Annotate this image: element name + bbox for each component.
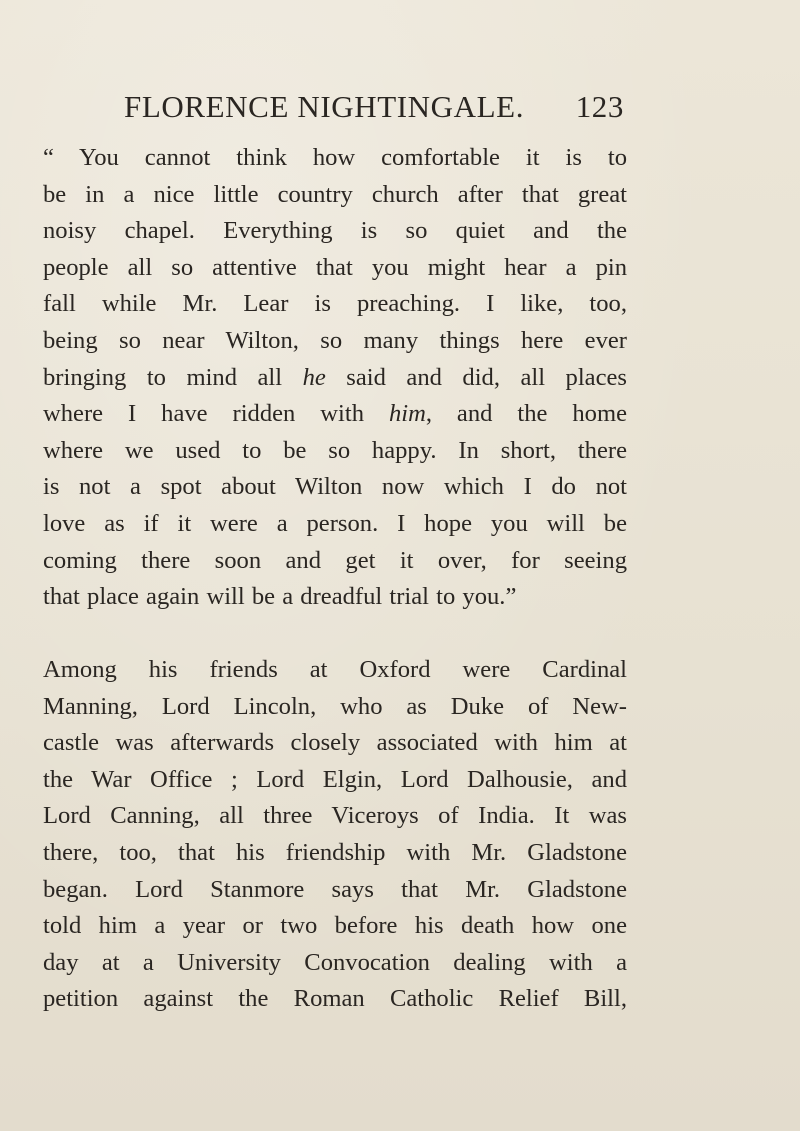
text-run: where I have ridden with: [43, 400, 389, 428]
text-run: bringing to mind all: [43, 363, 303, 391]
text-line: told him a year or two before his death how one: [43, 912, 627, 940]
text-line: coming there soon and get it over, for seeing: [43, 546, 627, 574]
paragraph-letter-quote: [43, 140, 627, 616]
text-line: petition against the Roman Catholic Relief Bill,: [43, 985, 627, 1013]
page-number: 123: [575, 89, 624, 124]
text-line: that place again will be a dreadful trial to you.”: [43, 583, 517, 611]
italic-emphasis: he: [302, 363, 326, 391]
text-line: Among his friends at Oxford were Cardinal: [43, 656, 627, 683]
text-line: began. Lord Stanmore says that Mr. Gladstone: [43, 875, 627, 903]
text-line: [43, 396, 627, 433]
text-line: Lord Canning, all three Viceroys of India. It was: [43, 802, 627, 830]
text-line: be in a nice little country church after that great: [43, 180, 627, 208]
paragraph-oxford-friends: [43, 652, 627, 1018]
text-line: is not a spot about Wilton now which I do not: [43, 473, 627, 501]
running-title: FLORENCE NIGHTINGALE.: [124, 89, 525, 124]
text-line: the War Office ; Lord Elgin, Lord Dalhousie, and: [43, 765, 627, 793]
text-line: being so near Wilton, so many things here ever: [43, 326, 627, 354]
text-line: day at a University Convocation dealing with a: [43, 948, 627, 976]
text-line: “ You cannot think how comfortable it is to: [43, 144, 627, 171]
text-line: Manning, Lord Lincoln, who as Duke of New-: [43, 692, 627, 720]
italic-emphasis: him: [388, 400, 426, 428]
text-line: noisy chapel. Everything is so quiet and the: [43, 217, 627, 245]
text-line: people all so attentive that you might hear a pin: [43, 253, 627, 281]
running-header: [124, 86, 624, 128]
text-line: castle was afterwards closely associated with him at: [43, 729, 627, 757]
text-line: love as if it were a person. I hope you will be: [43, 509, 627, 537]
text-line: fall while Mr. Lear is preaching. I like, too,: [43, 290, 627, 318]
text-line: where we used to be so happy. In short, there: [43, 436, 627, 464]
text-line: [43, 360, 627, 397]
text-run: said and did, all places: [325, 363, 627, 391]
text-line: there, too, that his friendship with Mr. Gladstone: [43, 838, 627, 866]
text-run: , and the home: [425, 400, 627, 428]
